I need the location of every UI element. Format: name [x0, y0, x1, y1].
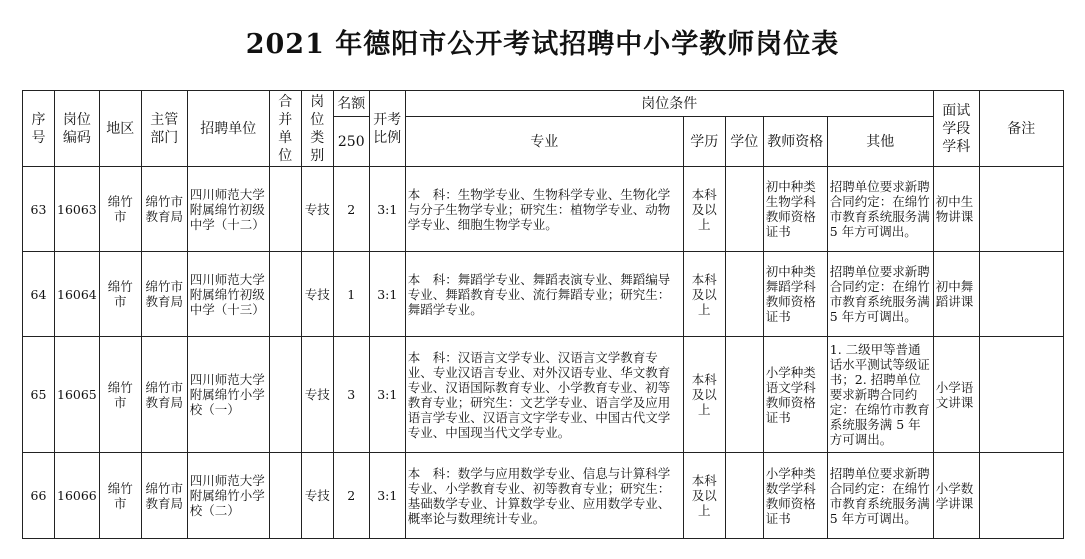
header-remark: 备注 — [979, 91, 1063, 167]
cell-region: 绵竹市 — [99, 167, 141, 252]
header-certificate: 教师资格 — [763, 117, 827, 167]
cell-ratio: 3:1 — [369, 167, 405, 252]
cell-code: 16063 — [55, 167, 100, 252]
cell-quota: 1 — [333, 252, 369, 337]
cell-other: 招聘单位要求新聘合同约定：在绵竹市教育系统服务满 5 年方可调出。 — [827, 167, 933, 252]
header-major: 专业 — [405, 117, 683, 167]
cell-interview: 初中舞蹈讲课 — [933, 252, 979, 337]
cell-code: 16065 — [55, 337, 100, 453]
header-region: 地区 — [99, 91, 141, 167]
cell-major: 本 科：汉语言文学专业、汉语言文学教育专业、专业汉语言专业、对外汉语专业、华文教育专业、汉语国际教育专业、小学教育专业、初等教育专业；研究生：文艺学专业、语言学及应用语言学专业、汉语言文字学专业、中国古代文学专业、中国现当代文学专业。 — [405, 337, 683, 453]
cell-code: 16066 — [55, 453, 100, 539]
cell-other: 招聘单位要求新聘合同约定：在绵竹市教育系统服务满 5 年方可调出。 — [827, 252, 933, 337]
cell-degree — [725, 167, 763, 252]
cell-dept: 绵竹市教育局 — [141, 453, 187, 539]
cell-quota: 3 — [333, 337, 369, 453]
cell-interview: 初中生物讲课 — [933, 167, 979, 252]
table-row — [23, 337, 1064, 453]
cell-unit: 四川师范大学附属绵竹小学校（二） — [187, 453, 269, 539]
cell-merged — [269, 252, 301, 337]
table-row — [23, 252, 1064, 337]
header-degree: 学位 — [725, 117, 763, 167]
cell-certificate: 小学种类语文学科教师资格证书 — [763, 337, 827, 453]
header-merged-unit: 合并单位 — [269, 91, 301, 167]
cell-merged — [269, 453, 301, 539]
cell-major: 本 科：数学与应用数学专业、信息与计算科学专业、小学教育专业、初等教育专业；研究生：基础数学专业、计算数学专业、应用数学专业、概率论与数理统计专业。 — [405, 453, 683, 539]
cell-remark — [979, 337, 1063, 453]
header-unit: 招聘单位 — [187, 91, 269, 167]
header-quota-total: 250 — [333, 117, 369, 167]
cell-region: 绵竹市 — [99, 252, 141, 337]
cell-major: 本 科：舞蹈学专业、舞蹈表演专业、舞蹈编导专业、舞蹈教育专业、流行舞蹈专业；研究生：舞蹈学专业。 — [405, 252, 683, 337]
cell-seq: 66 — [23, 453, 55, 539]
cell-unit: 四川师范大学附属绵竹小学校（一） — [187, 337, 269, 453]
header-education: 学历 — [683, 117, 725, 167]
cell-education: 本科及以上 — [683, 337, 725, 453]
positions-table — [22, 90, 1064, 539]
cell-unit: 四川师范大学附属绵竹初级中学（十三） — [187, 252, 269, 337]
cell-merged — [269, 337, 301, 453]
cell-dept: 绵竹市教育局 — [141, 167, 187, 252]
header-interview: 面试学段学科 — [933, 91, 979, 167]
cell-seq: 63 — [23, 167, 55, 252]
header-ratio: 开考比例 — [369, 91, 405, 167]
cell-major: 本 科：生物学专业、生物科学专业、生物化学与分子生物学专业；研究生：植物学专业、动物学专业、细胞生物学专业。 — [405, 167, 683, 252]
cell-education: 本科及以上 — [683, 453, 725, 539]
cell-unit: 四川师范大学附属绵竹初级中学（十二） — [187, 167, 269, 252]
cell-other: 1. 二级甲等普通话水平测试等级证书；2. 招聘单位要求新聘合同约定：在绵竹市教育系统服务满 5 年方可调出。 — [827, 337, 933, 453]
header-seq: 序号 — [23, 91, 55, 167]
cell-ratio: 3:1 — [369, 252, 405, 337]
table-row — [23, 453, 1064, 539]
cell-certificate: 初中种类生物学科教师资格证书 — [763, 167, 827, 252]
cell-type: 专技 — [301, 167, 333, 252]
table-row — [23, 167, 1064, 252]
cell-type: 专技 — [301, 252, 333, 337]
cell-dept: 绵竹市教育局 — [141, 252, 187, 337]
cell-type: 专技 — [301, 453, 333, 539]
cell-region: 绵竹市 — [99, 453, 141, 539]
cell-education: 本科及以上 — [683, 167, 725, 252]
cell-ratio: 3:1 — [369, 337, 405, 453]
cell-type: 专技 — [301, 337, 333, 453]
cell-interview: 小学语文讲课 — [933, 337, 979, 453]
cell-merged — [269, 167, 301, 252]
cell-seq: 64 — [23, 252, 55, 337]
cell-certificate: 小学种类数学学科教师资格证书 — [763, 453, 827, 539]
header-post-type: 岗位类别 — [301, 91, 333, 167]
cell-ratio: 3:1 — [369, 453, 405, 539]
cell-interview: 小学数学讲课 — [933, 453, 979, 539]
cell-code: 16064 — [55, 252, 100, 337]
header-post-code: 岗位编码 — [55, 91, 100, 167]
cell-other: 招聘单位要求新聘合同约定：在绵竹市教育系统服务满 5 年方可调出。 — [827, 453, 933, 539]
header-dept: 主管部门 — [141, 91, 187, 167]
cell-quota: 2 — [333, 453, 369, 539]
cell-dept: 绵竹市教育局 — [141, 337, 187, 453]
cell-region: 绵竹市 — [99, 337, 141, 453]
header-row-1 — [23, 91, 1064, 117]
header-conditions: 岗位条件 — [405, 91, 933, 117]
cell-certificate: 初中种类舞蹈学科教师资格证书 — [763, 252, 827, 337]
cell-degree — [725, 252, 763, 337]
header-quota: 名额 — [333, 91, 369, 117]
cell-degree — [725, 337, 763, 453]
cell-remark — [979, 167, 1063, 252]
cell-quota: 2 — [333, 167, 369, 252]
header-other: 其他 — [827, 117, 933, 167]
cell-seq: 65 — [23, 337, 55, 453]
page-title: 2021 年德阳市公开考试招聘中小学教师岗位表 — [245, 29, 840, 60]
cell-remark — [979, 453, 1063, 539]
cell-education: 本科及以上 — [683, 252, 725, 337]
cell-remark — [979, 252, 1063, 337]
cell-degree — [725, 453, 763, 539]
